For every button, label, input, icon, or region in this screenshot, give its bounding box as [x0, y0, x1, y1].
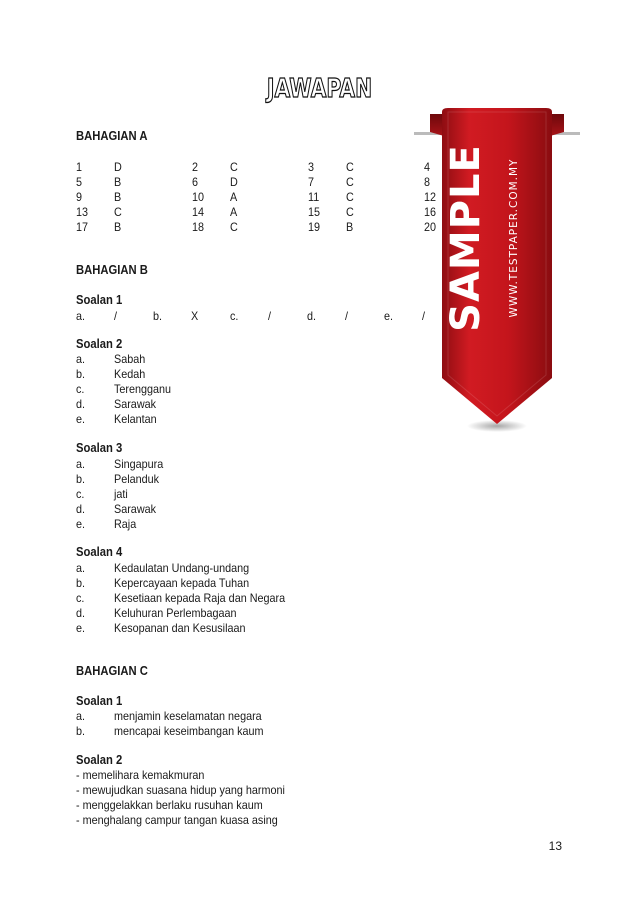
- item-mark: /: [268, 309, 272, 323]
- item-text: menjamin keselamatan negara: [114, 709, 262, 723]
- item-letter: e.: [76, 621, 86, 635]
- sample-ribbon: [412, 108, 582, 438]
- item-letter: d.: [76, 502, 86, 516]
- item-text: Kedah: [114, 367, 146, 381]
- question-number: 9: [76, 190, 83, 204]
- item-mark: /: [114, 309, 118, 323]
- item-letter: b.: [76, 472, 86, 486]
- answer-letter: B: [346, 220, 354, 234]
- item-text: Kepercayaan kepada Tuhan: [114, 576, 250, 590]
- item-text: Kesopanan dan Kesusilaan: [114, 621, 246, 635]
- answer-letter: B: [114, 220, 122, 234]
- item-text: - memelihara kemakmuran: [76, 768, 205, 782]
- item-letter: e.: [384, 309, 394, 323]
- answer-letter: C: [346, 160, 354, 174]
- section-a-heading: BAHAGIAN A: [76, 129, 148, 143]
- answer-letter: C: [114, 205, 122, 219]
- item-letter: b.: [76, 576, 86, 590]
- question-number: 10: [192, 190, 205, 204]
- question-number: 18: [192, 220, 205, 234]
- answer-letter: C: [346, 190, 354, 204]
- answer-letter: C: [230, 160, 238, 174]
- item-letter: b.: [76, 367, 86, 381]
- item-letter: d.: [307, 309, 317, 323]
- item-text: Sabah: [114, 352, 146, 366]
- item-text: Pelanduk: [114, 472, 160, 486]
- item-letter: a.: [76, 352, 86, 366]
- section-b-heading: BAHAGIAN B: [76, 263, 148, 277]
- answer-letter: C: [230, 220, 238, 234]
- answer-letter: D: [230, 175, 238, 189]
- item-text: Sarawak: [114, 502, 157, 516]
- item-letter: a.: [76, 709, 86, 723]
- question-number: 1: [76, 160, 83, 174]
- item-text: mencapai keseimbangan kaum: [114, 724, 264, 738]
- ribbon-sample-word: SAMPLE: [443, 144, 489, 332]
- c-soalan2-title: Soalan 2: [76, 753, 123, 767]
- item-letter: c.: [230, 309, 239, 323]
- item-text: - menggelakkan berlaku rusuhan kaum: [76, 798, 263, 812]
- answer-letter: A: [230, 190, 238, 204]
- answer-letter: B: [114, 190, 122, 204]
- question-number: 19: [308, 220, 321, 234]
- item-text: - menghalang campur tangan kuasa asing: [76, 813, 278, 827]
- item-text: Kelantan: [114, 412, 157, 426]
- item-letter: c.: [76, 382, 85, 396]
- item-letter: a.: [76, 561, 86, 575]
- question-number: 20: [424, 220, 437, 234]
- item-text: jati: [114, 487, 128, 501]
- page-number: 13: [548, 839, 562, 853]
- question-number: 17: [76, 220, 89, 234]
- item-mark: /: [422, 309, 426, 323]
- item-letter: c.: [76, 591, 85, 605]
- question-number: 14: [192, 205, 205, 219]
- question-number: 8: [424, 175, 431, 189]
- b-soalan4-title: Soalan 4: [76, 545, 123, 559]
- ribbon-text-layer: [414, 108, 580, 368]
- item-letter: d.: [76, 606, 86, 620]
- item-letter: e.: [76, 517, 86, 531]
- question-number: 6: [192, 175, 199, 189]
- item-letter: e.: [76, 412, 86, 426]
- item-letter: a.: [76, 457, 86, 471]
- item-letter: d.: [76, 397, 86, 411]
- b-soalan1-title: Soalan 1: [76, 293, 123, 307]
- item-text: Singapura: [114, 457, 164, 471]
- item-text: Kedaulatan Undang-undang: [114, 561, 250, 575]
- answer-letter: A: [230, 205, 238, 219]
- item-mark: X: [191, 309, 199, 323]
- item-letter: c.: [76, 487, 85, 501]
- answer-letter: C: [346, 205, 354, 219]
- ribbon-url: WWW.TESTPAPER.COM.MY: [508, 158, 520, 318]
- item-text: Keluhuran Perlembagaan: [114, 606, 237, 620]
- question-number: 5: [76, 175, 83, 189]
- b-soalan2-title: Soalan 2: [76, 337, 123, 351]
- item-text: - mewujudkan suasana hidup yang harmoni: [76, 783, 285, 797]
- answer-letter: C: [346, 175, 354, 189]
- question-number: 3: [308, 160, 315, 174]
- question-number: 16: [424, 205, 437, 219]
- item-text: Sarawak: [114, 397, 157, 411]
- c-soalan1-title: Soalan 1: [76, 694, 123, 708]
- answer-letter: B: [114, 175, 122, 189]
- question-number: 13: [76, 205, 89, 219]
- item-text: Raja: [114, 517, 137, 531]
- b-soalan3-title: Soalan 3: [76, 441, 123, 455]
- item-letter: b.: [76, 724, 86, 738]
- question-number: 2: [192, 160, 199, 174]
- item-text: Kesetiaan kepada Raja dan Negara: [114, 591, 286, 605]
- question-number: 4: [424, 160, 431, 174]
- section-c-heading: BAHAGIAN C: [76, 664, 148, 678]
- item-text: Terengganu: [114, 382, 172, 396]
- question-number: 7: [308, 175, 315, 189]
- answer-letter: D: [114, 160, 122, 174]
- item-letter: b.: [153, 309, 163, 323]
- item-mark: /: [345, 309, 349, 323]
- question-number: 15: [308, 205, 321, 219]
- question-number: 11: [308, 190, 320, 204]
- item-letter: a.: [76, 309, 86, 323]
- question-number: 12: [424, 190, 437, 204]
- page-title: JAWAPAN: [266, 74, 373, 104]
